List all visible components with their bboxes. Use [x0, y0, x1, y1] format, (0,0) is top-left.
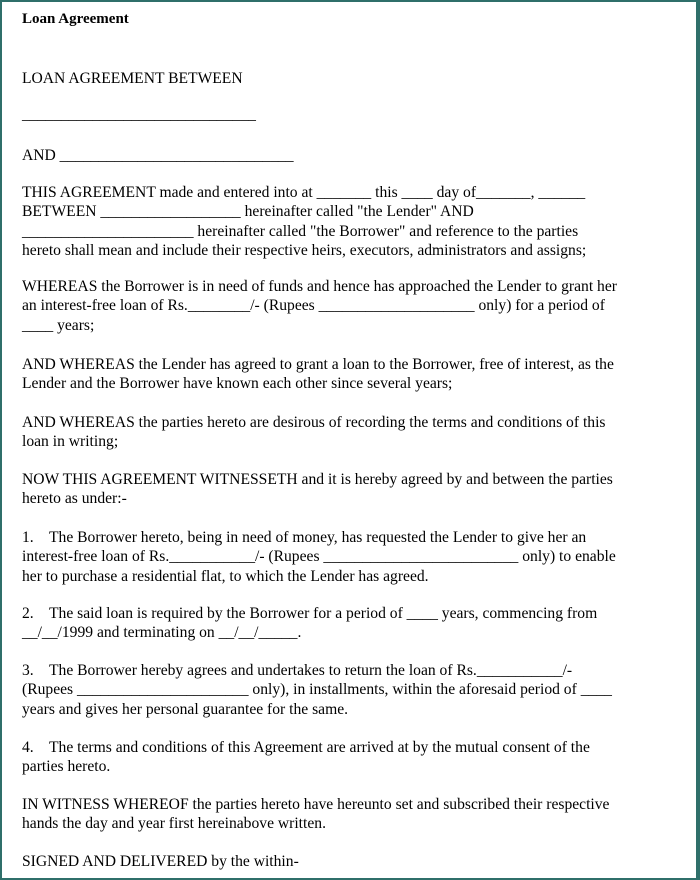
- witnesseth-paragraph-line: NOW THIS AGREEMENT WITNESSETH and it is hereby agreed by and between the parties: [22, 471, 613, 488]
- first-party-blank: ______________________________: [22, 106, 256, 123]
- clause-3-line: years and gives her personal guarantee for the same.: [22, 700, 349, 718]
- clause-2-line: 2. The said loan is required by the Borrower for a period of ____ years, commencing from: [22, 605, 598, 622]
- preamble-paragraph-line: THIS AGREEMENT made and entered into at _______ this ____ day of_______, ______: [22, 184, 586, 201]
- clause-1-line: interest-free loan of Rs.___________/- (Rupees _________________________ only) to enable: [22, 548, 616, 566]
- and-party-line: AND ______________________________: [22, 147, 294, 164]
- signed-delivered-paragraph-line: SIGNED AND DELIVERED by the within-: [22, 853, 299, 870]
- document-heading: Loan Agreement: [22, 11, 129, 27]
- whereas-borrower-paragraph-line: an interest-free loan of Rs.________/- (Rupees ____________________ only) for a period of: [22, 297, 605, 315]
- whereas-borrower-paragraph-line: ____ years;: [22, 316, 95, 334]
- clause-1-line: 1. The Borrower hereto, being in need of money, has requested the Lender to give her an: [22, 529, 587, 546]
- whereas-parties-paragraph-line: AND WHEREAS the parties hereto are desirous of recording the terms and conditions of this: [22, 414, 606, 431]
- preamble-paragraph-line: ______________________ hereinafter called "the Borrower" and reference to the parties: [22, 222, 579, 240]
- witness-whereof-paragraph-line: hands the day and year first hereinabove written.: [22, 815, 326, 833]
- clause-4-line: 4. The terms and conditions of this Agreement are arrived at by the mutual consent of the: [22, 739, 590, 756]
- clause-4-line: parties hereto.: [22, 758, 111, 776]
- whereas-lender-paragraph-line: Lender and the Borrower have known each other since several years;: [22, 375, 453, 393]
- clause-3-line: 3. The Borrower hereby agrees and undertakes to return the loan of Rs.___________/-: [22, 662, 573, 679]
- clause-3-line: (Rupees ______________________ only), in installments, within the aforesaid period of ____: [22, 681, 612, 699]
- clause-2-line: __/__/1999 and terminating on __/__/_____.: [22, 624, 302, 642]
- preamble-paragraph-line: hereto shall mean and include their respective heirs, executors, administrators and assigns;: [22, 241, 587, 259]
- whereas-lender-paragraph-line: AND WHEREAS the Lender has agreed to grant a loan to the Borrower, free of interest, as the: [22, 356, 614, 373]
- whereas-parties-paragraph-line: loan in writing;: [22, 433, 119, 451]
- agreement-title: LOAN AGREEMENT BETWEEN: [22, 70, 243, 87]
- clause-1-line: her to purchase a residential flat, to which the Lender has agreed.: [22, 567, 429, 585]
- witness-whereof-paragraph-line: IN WITNESS WHEREOF the parties hereto have hereunto set and subscribed their respective: [22, 796, 610, 813]
- preamble-paragraph-line: BETWEEN __________________ hereinafter called "the Lender" AND: [22, 203, 474, 221]
- document-page: [2, 2, 696, 878]
- witnesseth-paragraph-line: hereto as under:-: [22, 490, 127, 508]
- whereas-borrower-paragraph-line: WHEREAS the Borrower is in need of funds and hence has approached the Lender to grant her: [22, 278, 617, 295]
